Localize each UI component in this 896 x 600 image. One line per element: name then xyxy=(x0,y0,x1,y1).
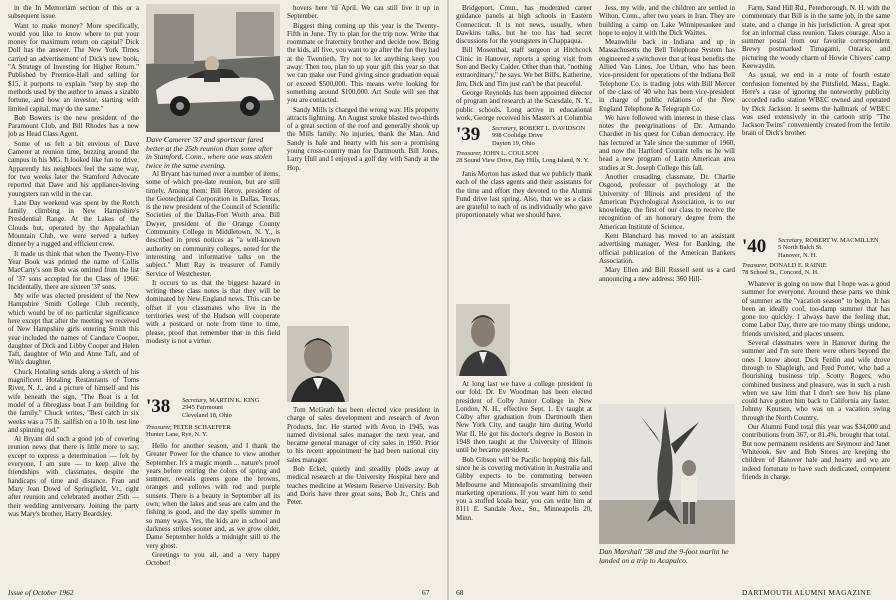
class-38-officers xyxy=(182,397,282,419)
secretary-name: ROBERT L. DAVIDSON xyxy=(519,125,586,132)
photo-caption: Dan Marshall '38 and the 9-foot marlin he landed on a trip to Acapulco. xyxy=(599,547,729,565)
paragraph: Want to make money? More specifically, would you like to know where to put your money for maximum return on capital? Dick Doll has the answer. The New York Times carried an advertisement of Dick's new book, "A Strategy of Investing for Higher Return." Published by Prentice-Hall and selling for $15, it purports to explain "step by step the methods used by the author to amass a sizable fortune, and how an investor, starting with limited capital, may do the same." xyxy=(8,21,139,113)
column-3b xyxy=(287,406,439,572)
page-gutter xyxy=(447,0,449,600)
column-4c xyxy=(456,380,592,572)
secretary-label: Secretary, xyxy=(182,397,208,404)
treasurer-name: PETER SCHAEFFER xyxy=(173,424,231,431)
paragraph: Late Day weekend was spent by the Rotch family climbing in New Hampshire's Presidential Range. At the Lakes of the Clouds hut, operated by the Appalachian Mountain Club, we were served a turkey dinner by a rugged and efficient crew. xyxy=(8,198,139,249)
paragraph: Greetings to you all, and a very happy October! xyxy=(146,550,280,568)
photo-caption: Dave Camerer '37 and sportscar fared better at the 25th reunion than some after in Stamford, Conn., where one was stolen twice in the same evening. xyxy=(146,135,273,170)
paragraph: Chuck Hotaling sends along a sketch of his magnificent Hotaling Restaurants of Toms River, N. J., and a picture of himself and his wife beneath the sign, "The Boat is a lot model of a fibreglass boat I am building for the family." Chuck writes, "Best catch in six weeks was a 75 lb. sailfish on a 10 lb. test line and spinning rod." xyxy=(8,367,139,434)
paragraph: in the In Memoriam section of this or a subsequent issue. xyxy=(8,4,139,21)
class-39-treasurer xyxy=(456,150,592,165)
treasurer-name: DONALD E. RAINIE xyxy=(769,262,827,269)
paragraph: Kent Blanchard has moved to an assistant advertising manager, West for Banking, the official publication of the American Bankers Association. xyxy=(599,232,735,265)
class-year: '40 xyxy=(742,236,767,257)
paragraph: Biggest thing coming up this year is the Twenty-Fifth in June. Try to plan for the trip now. Write that roommate or fraternity brother and decide now. Bring the kids, all five, you want to go after the fun they had at the Twentieth. Try not to let anything keep you away. Then too, plan to up your gift this year so that we can make our Fund giving since graduation equal or exceed $500,000. This means we're looking for something around $100,000. Art Soule will see that you are contacted. xyxy=(287,21,439,105)
paragraph: Bob Gibson will be Pacific hopping this fall, since he is covering motivation in Australia and Gibby expects to be commuting between Melbourne and Minneapolis streamlining their marketing operations. If you want him to send you a stuffed koala bear, you can write him at 8111 E. Sandale Ave., So., Minneapolis 20, Minn. xyxy=(456,455,592,522)
paragraph: Hello for another season, and I thank the Greater Power for the chance to view another September. It's a magic month ... nature's proof years before retiring the colors of spring and summer, reveals greens gone the browns, oranges and yellows with red and purple sunsets. There is a beauty in September all its own; when the lakes and seas are calm and the fishing is good, and the day spells summer in so many ways. Yes, the kids are in school and darkness strikes sooner and, as we grow older, Dame September holds a midnight still to the very ghost. xyxy=(146,442,280,550)
photo-woodman-portrait xyxy=(456,304,510,376)
paragraph: Several classmates were in Hanover during the summer and I'm sure there were others beyond the ones I know about. Dick Fenlin and wife drove through to Shapleigh, and Fred Porter, who had a flourishing business trip. Scotty Rogers, who combined business and pleasure, was in such a rush when we saw him that I don't see how his plane could have gotten him back to California any faster. Johnny Knutsen, who was on a vacation swing through the North Country. xyxy=(742,339,890,422)
paragraph: Bob Bowers is the new president of the Paramount Club, and Bill Rhodes has a new job as Head Class Agent. xyxy=(8,113,139,139)
column-1 xyxy=(8,4,139,574)
paragraph: At long last we have a college president in our fold. Dr. Ev Woodman has been elected president of Colby Junior College in New London, N. H., effective Sept. 1. Ev taught at Colby after graduation from Dartmouth then New York City, and taught him during World War II. He got his doctor's degree in Boston in 1948 then taught at the University of Illinois until he became president. xyxy=(456,380,592,455)
secretary-name: MARTIN K. KING xyxy=(209,397,260,404)
paragraph: Bob Eckel, quietly and steadily plods away at medical research at the University Hospital here and teaches medicine at Western Reserve University. Bob and Doris have three great sons, Bob Jr., Chris and Peter. xyxy=(287,465,439,507)
paragraph: Al Bryant has turned over a number of items, some of which pre-date reunion, but are still timely. Among them: Bill Heroy, president of the Geotechnical Corporation in Dallas, Texas, is the new president of the Council of Scientific Societies of the Dallas-Fort Worth area. Bill Dwyer, president of the Orange County Community College in Middletown, N. Y., is described in press notices as "a well-known authority on community colleges, noted for the interesting and informative talks on the subject." Mutt Ray is treasurer of Family Service of Westchester. xyxy=(146,170,280,278)
secretary-label: Secretary, xyxy=(778,237,804,244)
paragraph: hovers here 'til April. We can still live it up in September. xyxy=(287,4,439,21)
treasurer-label: Treasurer, xyxy=(456,150,482,157)
paragraph: Whatever is going on now that I hope was a good summer for everyone. Around these parts we think of summer as the "vacation season" to begin. It has been an ideally cool, too-damp summer that has gone too quickly. I always have the feeling that, come Labor Day, there are too many things undone, friends unvisited, and places unseen. xyxy=(742,280,890,338)
secretary-address: 998 Coolidge Drive xyxy=(492,132,543,140)
class-39-header xyxy=(456,126,480,144)
secretary-city: Dayton 19, Ohio xyxy=(492,139,535,147)
paragraph: Some of us felt a bit envious of Dave Camerer at reunion time, buzzing around the campus in his MG. It looked like fun to drive. Apparently his neighbors feel the same way, for two weeks later the Stamford Advocate reported that Dave and his appliance-loving youngsters ran wild in the car. xyxy=(8,139,139,198)
paragraph: Jess, my wife, and the children are settled in Wilton, Conn., after two years in Iran. They are building a camp on Lake Winnipesaukee and hope to enjoy it with the Dick Waittes. xyxy=(599,4,735,37)
page-number-left: 67 xyxy=(422,588,430,597)
paragraph: Farm, Sand Hill Rd., Peterborough, N. H. with the commentary that Bill is in the same job, in the same state, and a change in his jurisdiction. A great spot for an informal class reunion. Takes courage. Also a summer postal from our favorite correspondent Brewy postmarked Timagami, Ontario, and picturing the woody charm of Howie Chivers' camp Keewaydin. xyxy=(742,4,890,71)
class-40-treasurer xyxy=(742,262,890,277)
class-38-header xyxy=(146,398,170,416)
class-38-treasurer xyxy=(146,424,280,439)
treasurer-name: JOHN L. COULSON xyxy=(483,150,539,157)
page-number-right: 68 xyxy=(456,588,464,597)
class-39-officers xyxy=(492,125,592,147)
paragraph: As usual, we end in a note of fourth estate confusion fomented by the Pittsfield, Mass., Eagle. Here's a case of ignoring the noteworthy publicity accorded radio station WBEC owned and operated by Dick Jackson. It seems the hallmark of WBEC was used extensively in the cartoon strip "The Jackson Twins" conveniently created from the fertile brain of Dick's brother. xyxy=(742,71,890,138)
paragraph: My wife was elected president of the New Hampshire Smith College Club recently, which would be of no particular significance here except that after the meeting we received of New Hampshire girls entering Smith this year included the names of Candace Cooper, daughter of Dick and Libby Cooper and Helen Taft, daughter of Win and Anne Taft, and of Win's daughter. xyxy=(8,292,139,367)
secretary-address: 2945 Fairmount xyxy=(182,404,224,412)
paragraph: Tom McGrath has been elected vice president in charge of sales development and research of Avon Products, Inc. He started with Avon in 1945, was named divisional sales manager the next year, and became general manager of city sales in 1950. Prior to his recent appointment he had been national city sales manager. xyxy=(287,406,439,464)
class-year: '38 xyxy=(146,396,171,417)
treasurer-label: Treasurer, xyxy=(742,262,768,269)
treasurer-label: Treasurer, xyxy=(146,424,172,431)
column-3 xyxy=(287,4,439,322)
paragraph: It occurs to us that the biggest hazard in writing these class notes is that they will be dominated by New England news. This can be offset if you classmates who live in the territories west of the Hudson will cooperate with a postcard or note from time to time, please, proof that remember that in this field modesty is not a virtue. xyxy=(146,278,280,345)
photo-camerer-sportscar xyxy=(146,4,280,132)
footer-issue: Issue of October 1962 xyxy=(8,588,74,597)
paragraph: Another crusading classmate, Dr. Charlie Osgood, professor of psychology at the University of Illinois and president of the American Psychological Association, is to our knowledge, the first of our class to receive the recognition of an honorary degree from the American Institute of Science. xyxy=(599,172,735,231)
secretary-name: ROBERT W. MACMILLEN xyxy=(805,237,879,244)
column-2b xyxy=(146,442,280,572)
paragraph: Mary Ellen and Bill Russell sent us a card announcing a new address: 360 Hill- xyxy=(599,266,735,283)
column-4b xyxy=(456,170,592,300)
photo-mcgrath-portrait xyxy=(287,326,349,402)
footer-magazine-title: DARTMOUTH ALUMNI MAGAZINE xyxy=(742,588,872,597)
photo-marshall-marlin xyxy=(599,404,735,544)
paragraph: Bill Mosenthal, staff surgeon at Hitchcock Clinic in Hanover, reports a spring visit from Son and Becky Calder. Other than that, "nothing extraordinary," he says. We bet Bill's, Katherine, Jim, Dick and Tim just can't be that peaceful. xyxy=(456,46,592,88)
column-5 xyxy=(599,4,735,402)
paragraph: George Reynolds has been appointed director of program and research at the Scarsdale, N. Y., public schools. Long active in educational work, George received his Master's at Columbia xyxy=(456,88,592,122)
treasurer-address: 28 Sound View Drive, Bay Hills, Long Island, N. Y. xyxy=(456,157,589,165)
secretary-city: Cleveland 18, Ohio xyxy=(182,411,232,419)
paragraph: It made us think that when the Twenty-Five Year Book was printed the name of Collis MacCarty's son Bob was omitted from the list of '37 sons accepted for the Class of 1966. Incidentally, there are sixteen '37 sons. xyxy=(8,249,139,291)
column-6b xyxy=(742,280,890,572)
column-2 xyxy=(146,170,280,390)
paragraph: Bridgeport, Conn., has moderated career guidance panels at high schools in Eastern Connecticut. It is not news, usually, when Dawkins talks, but he too has had secret discussions for the youngsters in Chappaqua. xyxy=(456,4,592,46)
paragraph: Our Alumni Fund total this year was $34,000 and contributions from 367, or 81.4%, brought that total. But now permanent residents are Seymour and Janet Whiteook. Sev and Bob Stores are keeping the children of Hanover hale and hearty and we are indeed fortunate to have such dedicated, competent friends in charge. xyxy=(742,423,890,481)
treasurer-address: 78 School St., Concord, N. H. xyxy=(742,269,819,277)
secretary-label: Secretary, xyxy=(492,125,518,132)
paragraph: Sandy Mills is charged the wrong way. His property attracts lightning. An August stroke blasted two-thirds of a great section of the roof and generally shook up the Mills family. No injuries, thank the Man. And Sandy is hale and hearty with his son a promising young cross-country man for Dartmouth. Bill Jones, Larry Hull and I enjoyed a golf day with Sandy at the Hop. xyxy=(287,105,439,172)
paragraph: Janis Morton has asked that we publicly thank each of the class agents and their assistants for the time and effort they devoted to the Alumni Fund drive last spring. Also, that we as a class are grateful to each of us individually who gave proportionately what we should have. xyxy=(456,170,592,220)
column-6 xyxy=(742,4,890,232)
paragraph: Meanwhile back in Indiana and up in Massachusetts the Bell Telephone System has engineered a switchover that at least benefits the Allied Van Lines. Joe Urban, who has been vice-president for operations of the Indiana Bell Telephone Co. is trading jobs with Bill Mercer of the class of '40 who has been vice-president in charge of public relations of the New England Telephone & Telegraph Co. xyxy=(599,38,735,113)
secretary-city: Hanover, N. H. xyxy=(778,251,817,259)
paragraph: We have followed with interest in these class notes the peregrinations of Dr. Armando Chardiet in his quest for Cuban democracy. He has lectured at Yale since the summer of 1960, and now the Hartford Courant tells us he will head a new program of Latin American area studies at St. Joseph College this fall. xyxy=(599,113,735,172)
class-40-officers xyxy=(778,237,890,259)
paragraph: Al Bryant did such a good job of covering reunion news that there is little more to say, except to express a determination — felt by everyone, I am sure — to keep alive the friendships with classmates, despite the handicaps of time and distance. Fran and Mary Jean Dowd of Springfield, Vt., right after reunion and celebrated another 25th — their wedding anniversary. Joining the party was Mary's brother, Harry Beardsley. xyxy=(8,435,139,518)
class-40-header xyxy=(742,238,766,256)
secretary-address: 5 North Balch St. xyxy=(778,244,823,252)
treasurer-address: Hunter Lane, Rye, N. Y. xyxy=(146,431,208,439)
column-4 xyxy=(456,4,592,122)
class-year: '39 xyxy=(456,124,481,145)
